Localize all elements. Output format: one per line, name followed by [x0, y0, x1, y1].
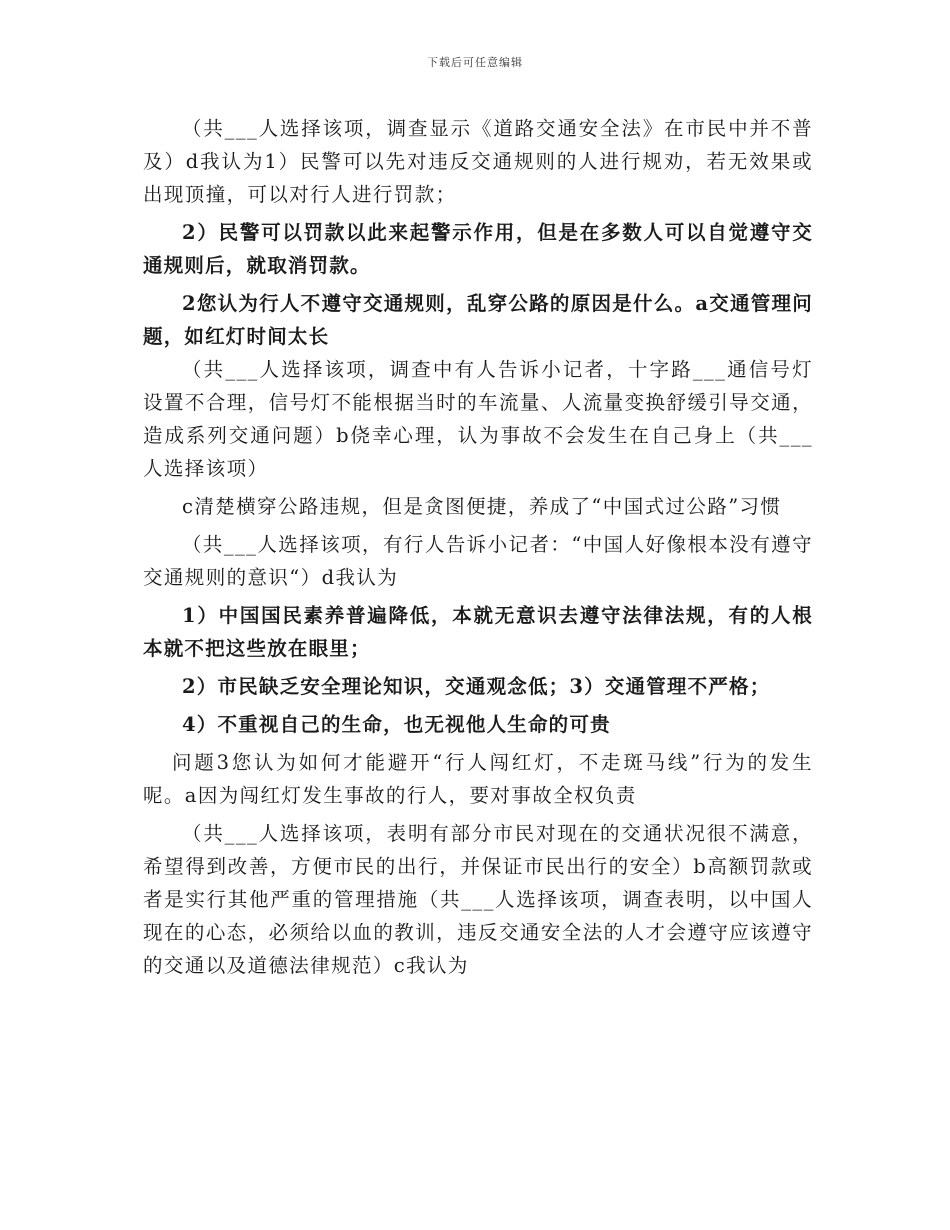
page-header: 下载后可任意编辑	[427, 56, 523, 69]
paragraph-1: （共___人选择该项，调查显示《道路交通安全法》在市民中并不普及）d我认为1）民警可以先对违反交通规则的人进行规劝，若无效果或出现顶撞，可以对行人进行罚款；	[143, 117, 813, 206]
paragraph-3: 2您认为行人不遵守交通规则，乱穿公路的原因是什么。a交通管理问题，如红灯时间太长	[143, 292, 813, 348]
document-body	[143, 112, 813, 982]
paragraph-11: （共___人选择该项，表明有部分市民对现在的交通状况很不满意，希望得到改善，方便市民的出行，并保证市民出行的安全）b高额罚款或者是实行其他严重的管理措施（共___人选择该项，调查表明，以中国人现在的心态，必须给以血的教训，违反交通安全法的人才会遵守应该遵守的交通以及道德法律规范）c我认为	[143, 822, 813, 977]
paragraph-2: 2）民警可以罚款以此来起警示作用，但是在多数人可以自觉遵守交通规则后，就取消罚款。	[143, 221, 813, 277]
paragraph-10: 问题3您认为如何才能避开“行人闯红灯，不走斑马线”行为的发生呢。a因为闯红灯发生事故的行人，要对事故全权负责	[143, 751, 813, 807]
paragraph-6: （共___人选择该项，有行人告诉小记者：“中国人好像根本没有遵守交通规则的意识“）d我认为	[143, 533, 813, 589]
paragraph-7: 1）中国国民素养普遍降低，本就无意识去遵守法律法规，有的人根本就不把这些放在眼里；	[143, 604, 813, 660]
paragraph-8: 2）市民缺乏安全理论知识，交通观念低；3）交通管理不严格；	[182, 675, 771, 698]
paragraph-5: c清楚横穿公路违规，但是贪图便捷，养成了“中国式过公路”习惯	[182, 495, 782, 518]
paragraph-9: 4）不重视自己的生命，也无视他人生命的可贵	[182, 713, 611, 736]
paragraph-4: （共___人选择该项，调查中有人告诉小记者，十字路___通信号灯设置不合理，信号灯不能根据当时的车流量、人流量变换舒缓引导交通，造成系列交通问题）b侥幸心理，认为事故不会发生在自己身上（共___人选择该项）	[143, 358, 813, 480]
